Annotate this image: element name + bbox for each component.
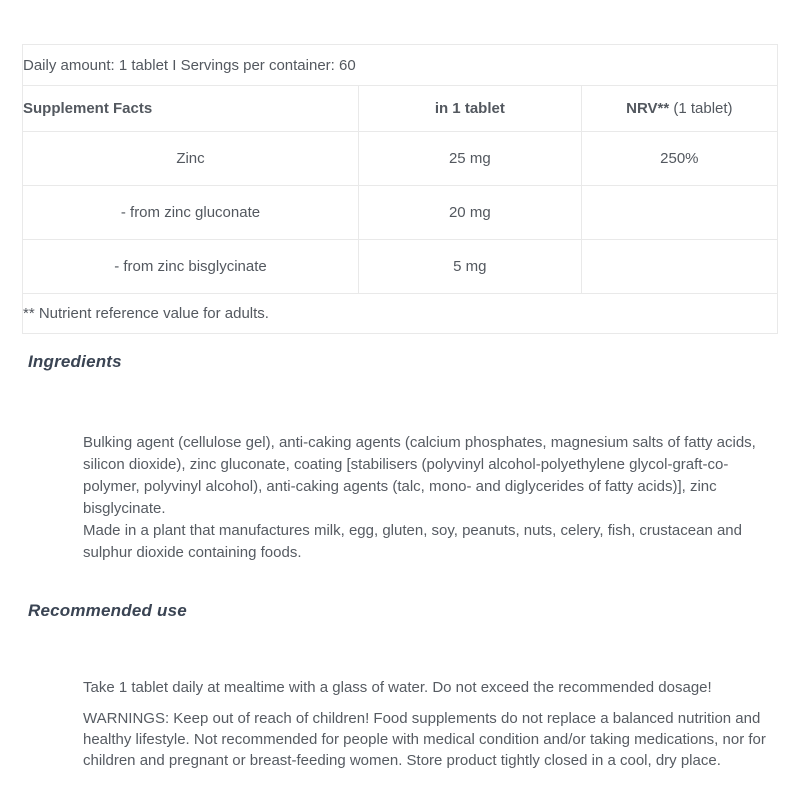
nutrient-amount: 20 mg [358,186,581,240]
table-row-zinc-gluconate [23,186,778,240]
table-row-zinc-bisglycinate [23,240,778,294]
nutrient-amount: 5 mg [358,240,581,294]
nutrient-amount: 25 mg [358,132,581,186]
recommended-use-heading: Recommended use [28,601,187,620]
amount-column-header: in 1 tablet [358,86,581,132]
nutrient-name: - from zinc bisglycinate [23,240,359,294]
ingredients-heading: Ingredients [28,352,122,371]
ingredients-allergen-text: Made in a plant that manufactures milk, egg, gluten, soy, peanuts, nuts, celery, fish, crustacean and sulphur dioxide containing foods. [83,522,742,561]
nrv-column-header [581,86,777,132]
warnings-body [83,708,770,771]
nrv-label: NRV** [626,100,670,117]
nrv-footnote-text: ** Nutrient reference value for adults. [23,294,778,334]
nrv-unit-label: (1 tablet) [669,100,733,117]
dosage-instructions-text: Take 1 tablet daily at mealtime with a glass of water. Do not exceed the recommended dosage! [83,679,712,696]
recommended-use-body [83,677,770,699]
table-row-zinc [23,132,778,186]
nutrient-nrv [581,240,777,294]
nutrient-nrv [581,186,777,240]
ingredients-body [83,432,770,564]
ingredients-composition-text: Bulking agent (cellulose gel), anti-caking agents (calcium phosphates, magnesium salts of fatty acids, silicon dioxide), zinc gluconate, coating [stabilisers (polyvinyl alcohol-polyethylene glycol-graft-co-polymer, polyvinyl alcohol), anti-caking agents (talc, mono- and diglycerides of fatty acids)], zinc bisglycinate. [83,434,756,517]
supplement-facts-table [22,44,778,334]
table-footnote-row [23,294,778,334]
daily-amount-row [23,45,778,86]
supplement-facts-column-header: Supplement Facts [23,86,359,132]
nutrient-name: Zinc [23,132,359,186]
table-header-row [23,86,778,132]
warnings-text: WARNINGS: Keep out of reach of children! Food supplements do not replace a balanced nutrition and healthy lifestyle. Not recommended for people with medical condition and/or taking medications, nor for children and pregnant or breast-feeding women. Store product tightly closed in a cool, dry place. [83,710,766,769]
nutrient-name: - from zinc gluconate [23,186,359,240]
daily-amount-text: Daily amount: 1 tablet I Servings per container: 60 [23,45,778,86]
nutrient-nrv: 250% [581,132,777,186]
